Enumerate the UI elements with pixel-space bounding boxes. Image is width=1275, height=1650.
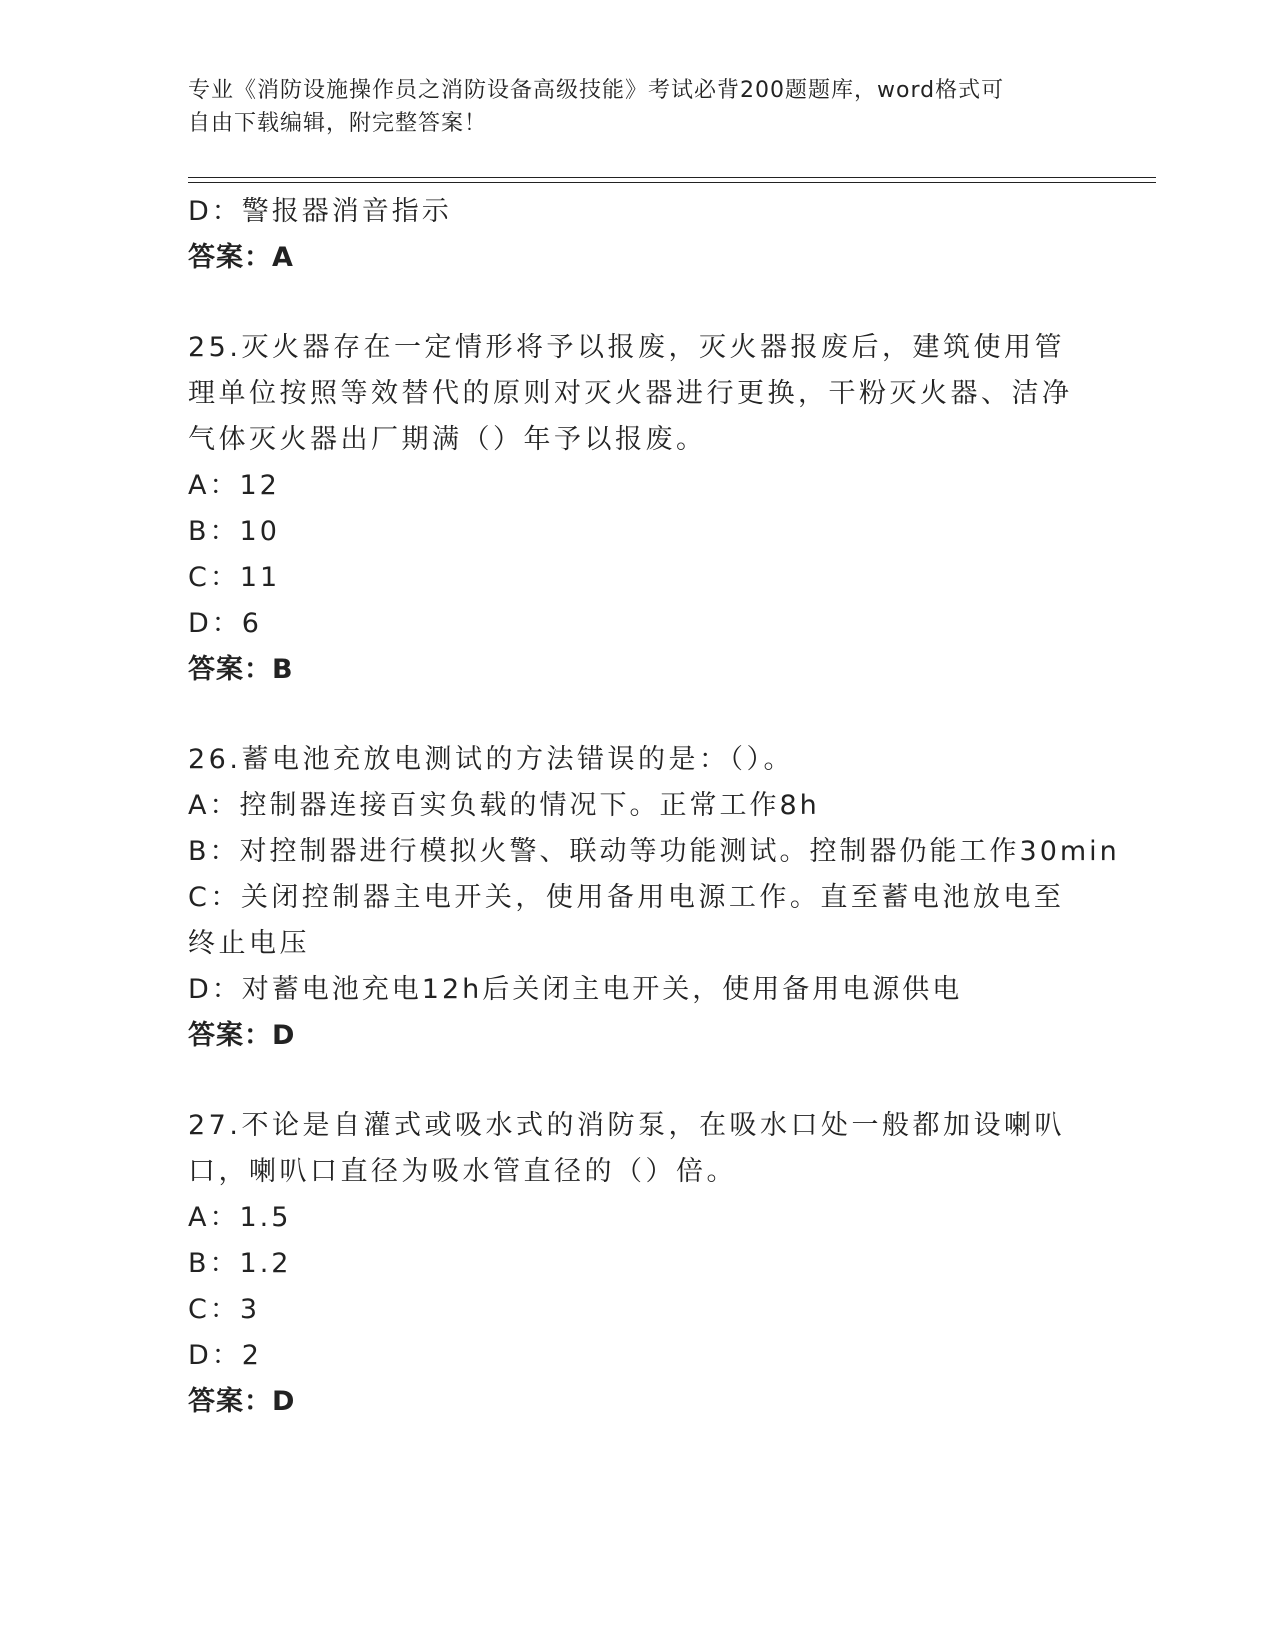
answer: 答案：B: [188, 654, 294, 685]
option-c: C：关闭控制器主电开关，使用备用电源工作。直至蓄电池放电至终止电压: [188, 882, 1065, 959]
question-25: [188, 325, 1088, 693]
question-text: 25.灭火器存在一定情形将予以报废，灭火器报废后，建筑使用管理单位按照等效替代的原则对灭火器进行更换，干粉灭火器、洁净气体灭火器出厂期满（）年予以报废。: [188, 332, 1073, 455]
option-d: D：2: [188, 1340, 262, 1371]
answer: 答案：D: [188, 1386, 296, 1417]
question-27: [188, 1103, 1088, 1425]
question-text: 26.蓄电池充放电测试的方法错误的是：（）。: [188, 744, 794, 775]
document-header: [188, 74, 1088, 140]
option-c: C：11: [188, 562, 281, 593]
option-b: B：1.2: [188, 1248, 292, 1279]
question-26: [188, 737, 1120, 1059]
header-line-1: 专业《消防设施操作员之消防设备高级技能》考试必背200题题库，word格式可: [188, 78, 1005, 103]
option-a: A：1.5: [188, 1202, 292, 1233]
header-line-2: 自由下载编辑，附完整答案！: [188, 111, 488, 136]
option-a: A：控制器连接百实负载的情况下。正常工作8h: [188, 790, 820, 821]
option-b: B：10: [188, 516, 280, 547]
header-rule-top: [188, 177, 1156, 178]
option-c: C：3: [188, 1294, 261, 1325]
option-d: D：警报器消音指示: [188, 196, 452, 227]
option-b: B：对控制器进行模拟火警、联动等功能测试。控制器仍能工作30min: [188, 836, 1120, 867]
option-d: D：6: [188, 608, 262, 639]
question-list: [188, 189, 1120, 1425]
header-rule-bottom: [188, 182, 1156, 183]
question-text: 27.不论是自灌式或吸水式的消防泵，在吸水口处一般都加设喇叭口，喇叭口直径为吸水管直径的（）倍。: [188, 1110, 1065, 1187]
option-a: A：12: [188, 470, 280, 501]
question-24-continued: [188, 189, 1088, 281]
answer: 答案：A: [188, 242, 294, 273]
option-d: D：对蓄电池充电12h后关闭主电开关，使用备用电源供电: [188, 974, 963, 1005]
answer: 答案：D: [188, 1020, 296, 1051]
